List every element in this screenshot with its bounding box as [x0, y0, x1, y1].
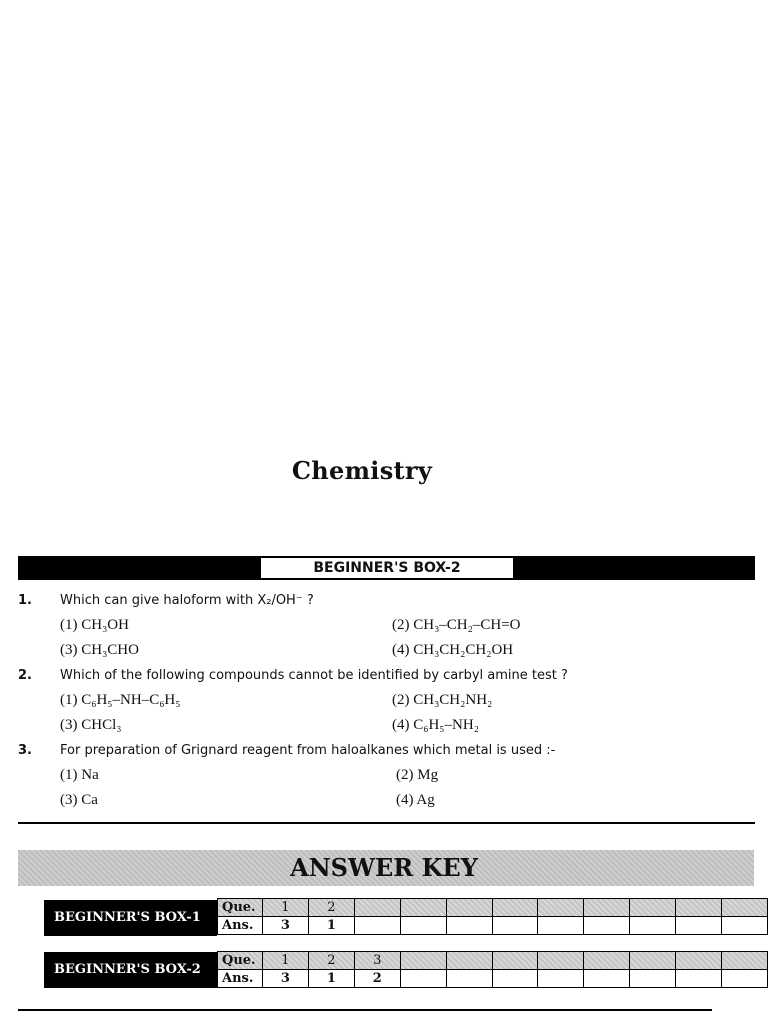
- question-number: 3.: [18, 743, 32, 758]
- option: (4) CH₃CH₂CH₂OH: [392, 642, 514, 658]
- answer-key-table: [217, 898, 768, 935]
- page-title: Chemistry: [291, 456, 433, 485]
- option: (1) CH₃OH: [60, 617, 129, 633]
- que-cell: [492, 899, 538, 917]
- que-cell: [584, 952, 630, 970]
- que-cell: 3: [354, 952, 400, 970]
- que-cell: [400, 952, 446, 970]
- question-text: Which of the following compounds cannot be identified by carbyl amine test ?: [60, 668, 568, 683]
- que-cell: [538, 952, 584, 970]
- que-cell: [492, 952, 538, 970]
- que-cell: [676, 899, 722, 917]
- que-cell: [446, 899, 492, 917]
- ans-cell: [354, 917, 400, 935]
- option: (2) CH₃–CH₂–CH=O: [392, 617, 521, 633]
- que-header: Que.: [218, 899, 263, 917]
- option: (2) Mg: [396, 767, 439, 783]
- ans-row: [218, 970, 768, 988]
- ans-cell: [446, 970, 492, 988]
- ans-cell: 1: [308, 970, 354, 988]
- que-cell: [722, 899, 768, 917]
- ans-cell: [446, 917, 492, 935]
- question-number: 2.: [18, 668, 32, 683]
- que-cell: 1: [262, 952, 308, 970]
- que-cell: [354, 899, 400, 917]
- ans-cell: [584, 917, 630, 935]
- option: (2) CH₃CH₂NH₂: [392, 692, 493, 708]
- ans-cell: [676, 970, 722, 988]
- ans-cell: [400, 917, 446, 935]
- ans-cell: [584, 970, 630, 988]
- ans-cell: 3: [262, 970, 308, 988]
- question-text: For preparation of Grignard reagent from haloalkanes which metal is used :-: [60, 743, 556, 758]
- ans-cell: 3: [262, 917, 308, 935]
- que-cell: [400, 899, 446, 917]
- answer-key-title: ANSWER KEY: [290, 853, 478, 882]
- ans-cell: [676, 917, 722, 935]
- answer-key-label: BEGINNER'S BOX-2: [44, 952, 217, 988]
- bottom-divider: [18, 1009, 712, 1011]
- que-row: [218, 899, 768, 917]
- que-cell: [676, 952, 722, 970]
- ans-cell: [721, 970, 767, 988]
- ans-cell: [722, 917, 768, 935]
- ans-cell: 2: [354, 970, 400, 988]
- ans-cell: [538, 917, 584, 935]
- beginners-box-header: [18, 556, 755, 580]
- que-cell: [538, 899, 584, 917]
- que-cell: [584, 899, 630, 917]
- que-cell: [721, 952, 767, 970]
- answer-key-table: [217, 951, 768, 988]
- option: (4) C₆H₅–NH₂: [392, 717, 479, 733]
- option: (3) CH₃CHO: [60, 642, 139, 658]
- answer-key-label: BEGINNER'S BOX-1: [44, 900, 217, 936]
- ans-header: Ans.: [218, 970, 263, 988]
- question-number: 1.: [18, 593, 32, 608]
- option: (3) Ca: [60, 792, 98, 808]
- ans-cell: [630, 970, 676, 988]
- ans-cell: [492, 917, 538, 935]
- box-title: BEGINNER'S BOX-2: [260, 557, 514, 579]
- que-cell: 1: [262, 899, 308, 917]
- ans-row: [218, 917, 768, 935]
- option: (3) CHCl₃: [60, 717, 122, 733]
- divider: [18, 822, 755, 824]
- ans-cell: [630, 917, 676, 935]
- ans-cell: 1: [308, 917, 354, 935]
- option: (1) Na: [60, 767, 99, 783]
- option: (4) Ag: [396, 792, 435, 808]
- que-cell: [630, 899, 676, 917]
- ans-cell: [538, 970, 584, 988]
- que-cell: 2: [308, 899, 354, 917]
- que-header: Que.: [218, 952, 263, 970]
- ans-cell: [492, 970, 538, 988]
- ans-cell: [400, 970, 446, 988]
- ans-header: Ans.: [218, 917, 263, 935]
- que-cell: 2: [308, 952, 354, 970]
- que-row: [218, 952, 768, 970]
- option: (1) C₆H₅–NH–C₆H₅: [60, 692, 181, 708]
- que-cell: [630, 952, 676, 970]
- question-text: Which can give haloform with X₂/OH⁻ ?: [60, 593, 314, 608]
- que-cell: [446, 952, 492, 970]
